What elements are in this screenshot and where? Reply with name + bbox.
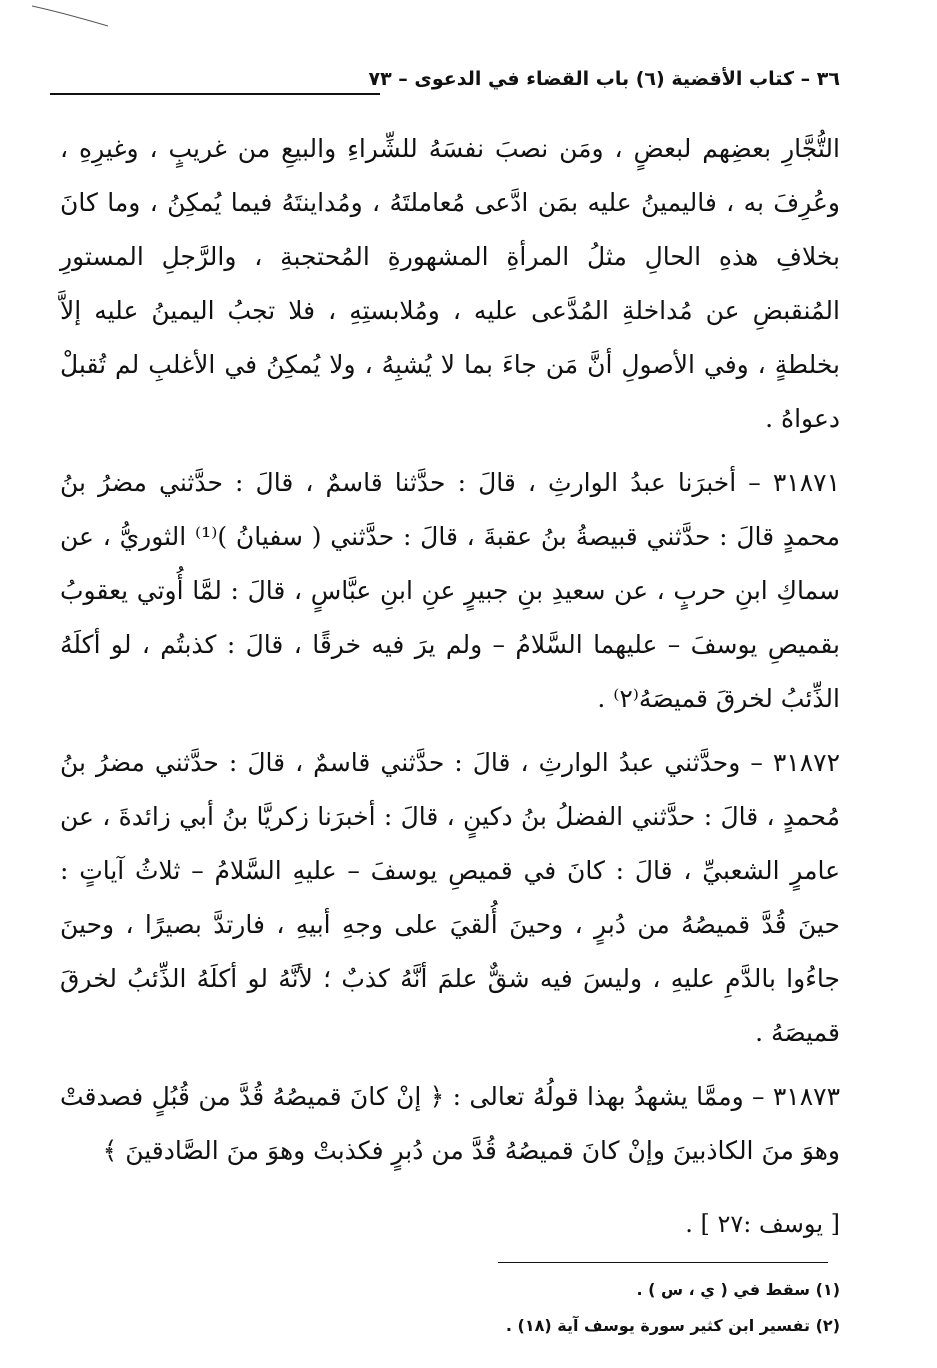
- footnote-rule: [498, 1262, 828, 1263]
- paragraph-intro: التُّجَّارِ بعضِهم لبعضٍ ، ومَن نصبَ نفسَهُ للشِّراءِ والبيعِ من غريبٍ ، وغيرِهِ ، وعُرِفَ به ، فاليمينُ عليه بمَن ادَّعى مُعاملتَهُ ، ومُداينتَهُ فيما يُمكِنُ ، وما كانَ بخلافِ هذهِ الحالِ مثلُ المرأةِ المشهورةِ المُحتجبةِ ، والرَّجلِ المستورِ المُنقبضِ عن مُداخلةِ المُدَّعى عليه ، ومُلابستِهِ ، فلا تجبُ اليمينُ عليه إلاَّ بخلطةٍ ، وفي الأصولِ أنَّ مَن جاءَ بما لا يُشبِهُ ، ولا يُمكِنُ في الأغلبِ لم تُقبلْ دعواهُ .: [60, 134, 840, 433]
- header-rule: [50, 93, 380, 95]
- corner-scratch-mark: [30, 0, 110, 30]
- paragraph-31872: ٣١٨٧٢ – وحدَّثني عبدُ الوارثِ ، قالَ : حدَّثني قاسمٌ ، قالَ : حدَّثني مضرُ بنُ مُحمدٍ ، قالَ : حدَّثني الفضلُ بنُ دكينٍ ، قالَ : أخبرَنا زكريَّا بنُ أبي زائدةَ ، عن عامرٍ الشعبيِّ ، قالَ : كانَ في قميصِ يوسفَ – عليهِ السَّلامُ – ثلاثُ آياتٍ : حينَ قُدَّ قميصُهُ من دُبرٍ ، وحينَ أُلقيَ على وجهِ أبيهِ ، فارتدَّ بصيرًا ، وحينَ جاءُوا بالدَّمِ عليهِ ، وليسَ فيه شقٌّ علمَ أنَّهُ كذبٌ ؛ لأنَّهُ لو أكلَهُ الذِّئبُ لخرقَ قميصَهُ .: [60, 748, 840, 1047]
- footnote-1: (١) سقط في ( ي ، س ) .: [636, 1280, 840, 1299]
- running-header: [50, 60, 840, 110]
- main-text: [60, 122, 840, 1178]
- paragraph-31873: ٣١٨٧٣ – وممَّا يشهدُ بهذا قولُهُ تعالى : ﴿ إنْ كانَ قميصُهُ قُدَّ من قُبُلٍ فصدقتْ وهوَ منَ الكاذبينَ وإنْ كانَ قميصُهُ قُدَّ من دُبرٍ فكذبتْ وهوَ منَ الصَّادقينَ ﴾: [60, 1082, 840, 1165]
- footnote-2: (٢) تفسير ابن كثير سورة يوسف آية (١٨) .: [505, 1316, 840, 1335]
- verse-reference: [ يوسف :٢٧ ] .: [685, 1210, 840, 1238]
- header-title: ٣٦ – كتاب الأقضية (٦) باب القضاء في الدعوى – ٧٣: [368, 68, 840, 90]
- footnotes: [60, 1272, 840, 1344]
- paragraph-31871: ٣١٨٧١ – أخبرَنا عبدُ الوارثِ ، قالَ : حدَّثنا قاسمٌ ، قالَ : حدَّثني مضرُ بنُ محمدٍ قالَ : حدَّثني قبيصةُ بنُ عقبةَ ، قالَ : حدَّثني ( سفيانُ )⁽¹⁾ الثوريُّ ، عن سماكِ ابنِ حربٍ ، عن سعيدِ بنِ جبيرٍ عنِ ابنِ عبَّاسٍ ، قالَ : لمَّا أُوتي يعقوبُ بقميصِ يوسفَ – عليهما السَّلامُ – ولم يرَ فيه خرقًا ، قالَ : كذبتُم ، لو أكلَهُ الذِّئبُ لخرقَ قميصَهُ⁽٢⁾ .: [60, 468, 840, 713]
